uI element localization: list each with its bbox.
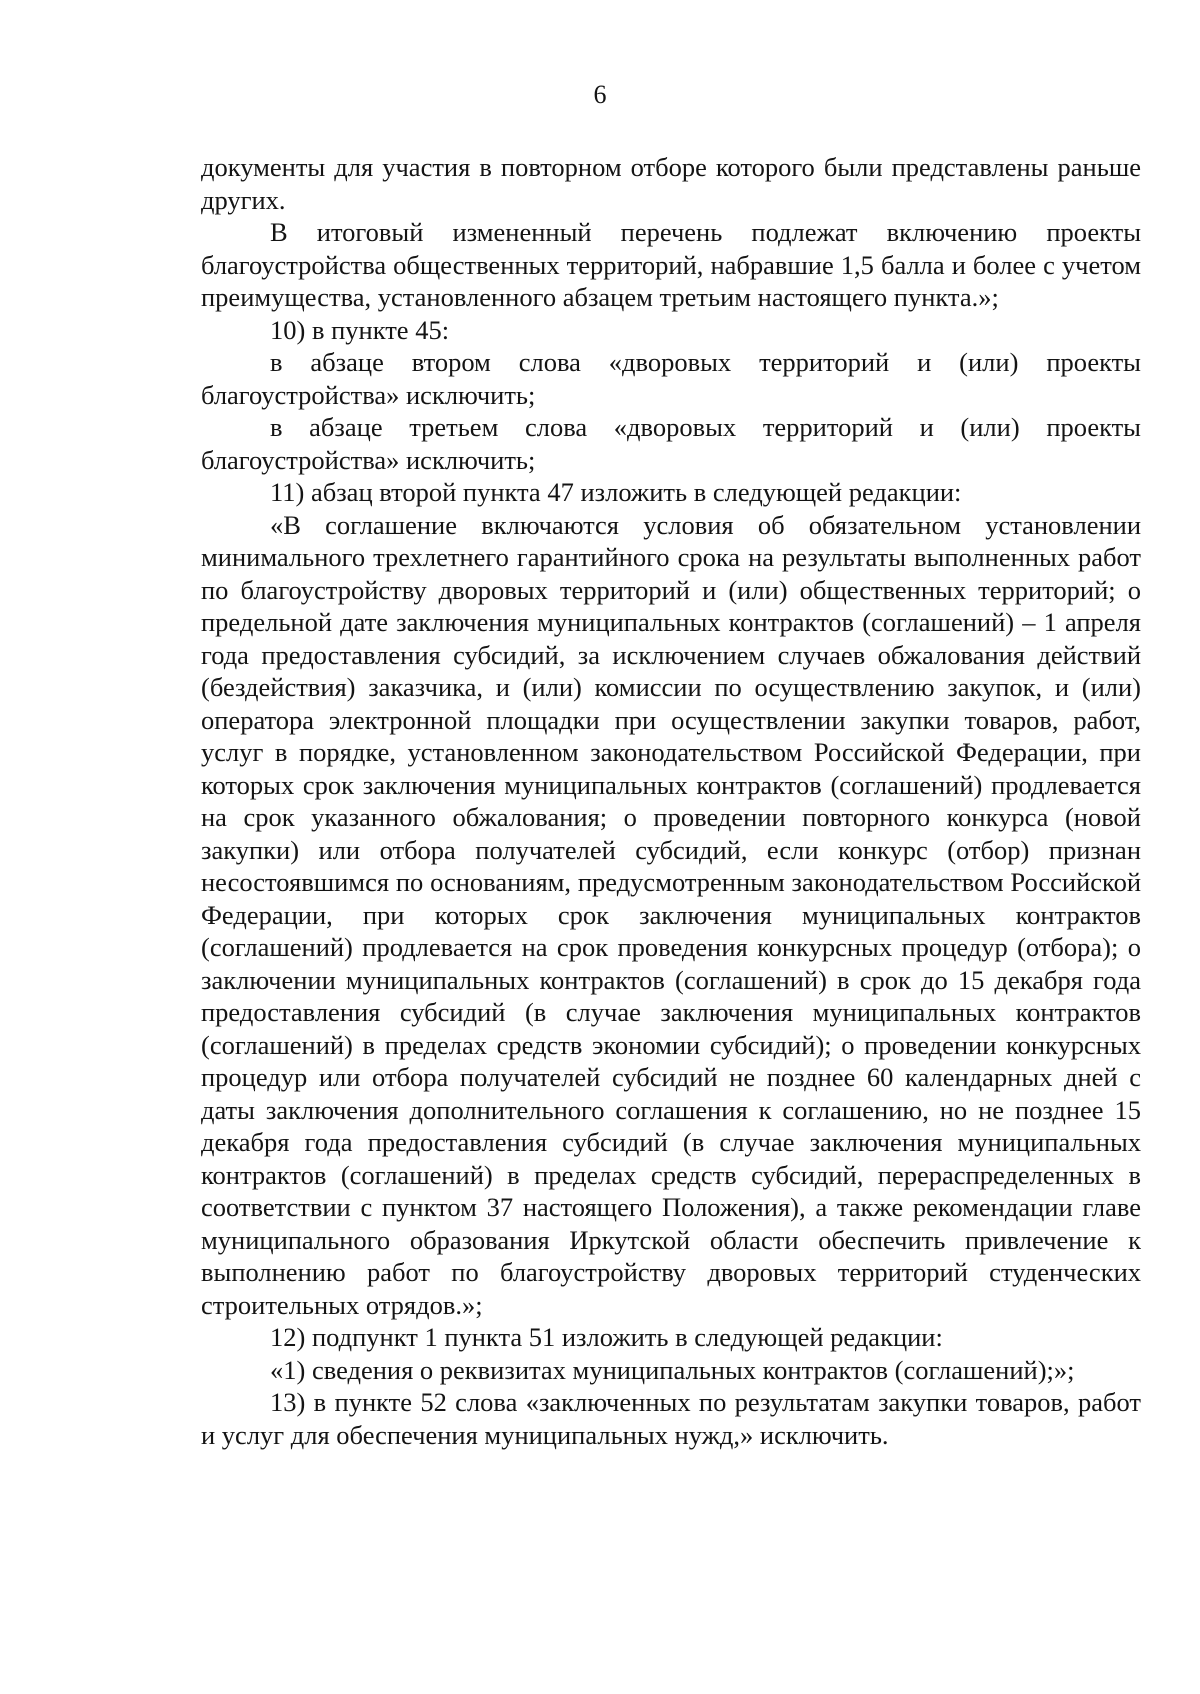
page-number: 6 — [593, 80, 607, 109]
paragraph-agreement-conditions: «В соглашение включаются условия об обязательном установлении минимального трехлетнего гарантийного срока на результаты выполненных работ по благоустройству дворовых территорий и (или) общественных территорий; о предельной дате заключения муниципальных контрактов (соглашений) – 1 апреля года предоставления субсидий, за исключением случаев обжалования действий (бездействия) заказчика, и (или) комиссии по осуществлению закупок, и (или) оператора электронной площадки при осуществлении закупки товаров, работ, услуг в порядке, установленном законодательством Российской Федерации, при которых срок заключения муниципальных контрактов (соглашений) продлевается на срок указанного обжалования; о проведении повторного конкурса (новой закупки) или отбора получателей субсидий, если конкурс (отбор) признан несостоявшимся по основаниям, предусмотренным законодательством Российской Федерации, при которых срок заключения муниципальных контрактов (соглашений) продлевается на срок проведения конкурсных процедур (отбора); о заключении муниципальных контрактов (соглашений) в срок до 15 декабря года предоставления субсидий (в случае заключения муниципальных контрактов (соглашений) в пределах средств экономии субсидий); о проведении конкурсных процедур или отбора получателей субсидий не позднее 60 календарных дней с даты заключения дополнительного соглашения к соглашению, но не позднее 15 декабря года предоставления субсидий (в случае заключения муниципальных контрактов (соглашений) в пределах средств субсидий, перераспределенных в соответствии с пунктом 37 настоящего Положения), а также рекомендации главе муниципального образования Иркутской области обеспечить привлечение к выполнению работ по благоустройству дворовых территорий студенческих строительных отрядов.»; — [201, 509, 1141, 1320]
paragraph-item-13: 13) в пункте 52 слова «заключенных по результатам закупки товаров, работ и услуг для обеспечения муниципальных нужд,» исключить. — [201, 1387, 1141, 1450]
paragraph-item-10: 10) в пункте 45: — [270, 314, 450, 345]
paragraph-abzac-third: в абзаце третьем слова «дворовых территорий и (или) проекты благоустройства» исключить; — [201, 412, 1141, 475]
paragraph-continuation: документы для участия в повторном отборе которого были представлены раньше других. — [201, 152, 1141, 215]
document-body — [201, 151, 1141, 1451]
paragraph-item-11: 11) абзац второй пункта 47 изложить в следующей редакции: — [270, 477, 962, 507]
paragraph-final-list: В итоговый измененный перечень подлежат включению проекты благоустройства общественных территорий, набравшие 1,5 балла и более с учетом преимущества, установленного абзацем третьим настоящего пункта.»; — [201, 217, 1141, 312]
paragraph-abzac-second: в абзаце втором слова «дворовых территорий и (или) проекты благоустройства» исключить; — [201, 347, 1141, 410]
paragraph-item-12: 12) подпункт 1 пункта 51 изложить в следующей редакции: — [270, 1322, 943, 1352]
paragraph-subitem-1: «1) сведения о реквизитах муниципальных контрактов (соглашений);»; — [270, 1354, 1075, 1385]
